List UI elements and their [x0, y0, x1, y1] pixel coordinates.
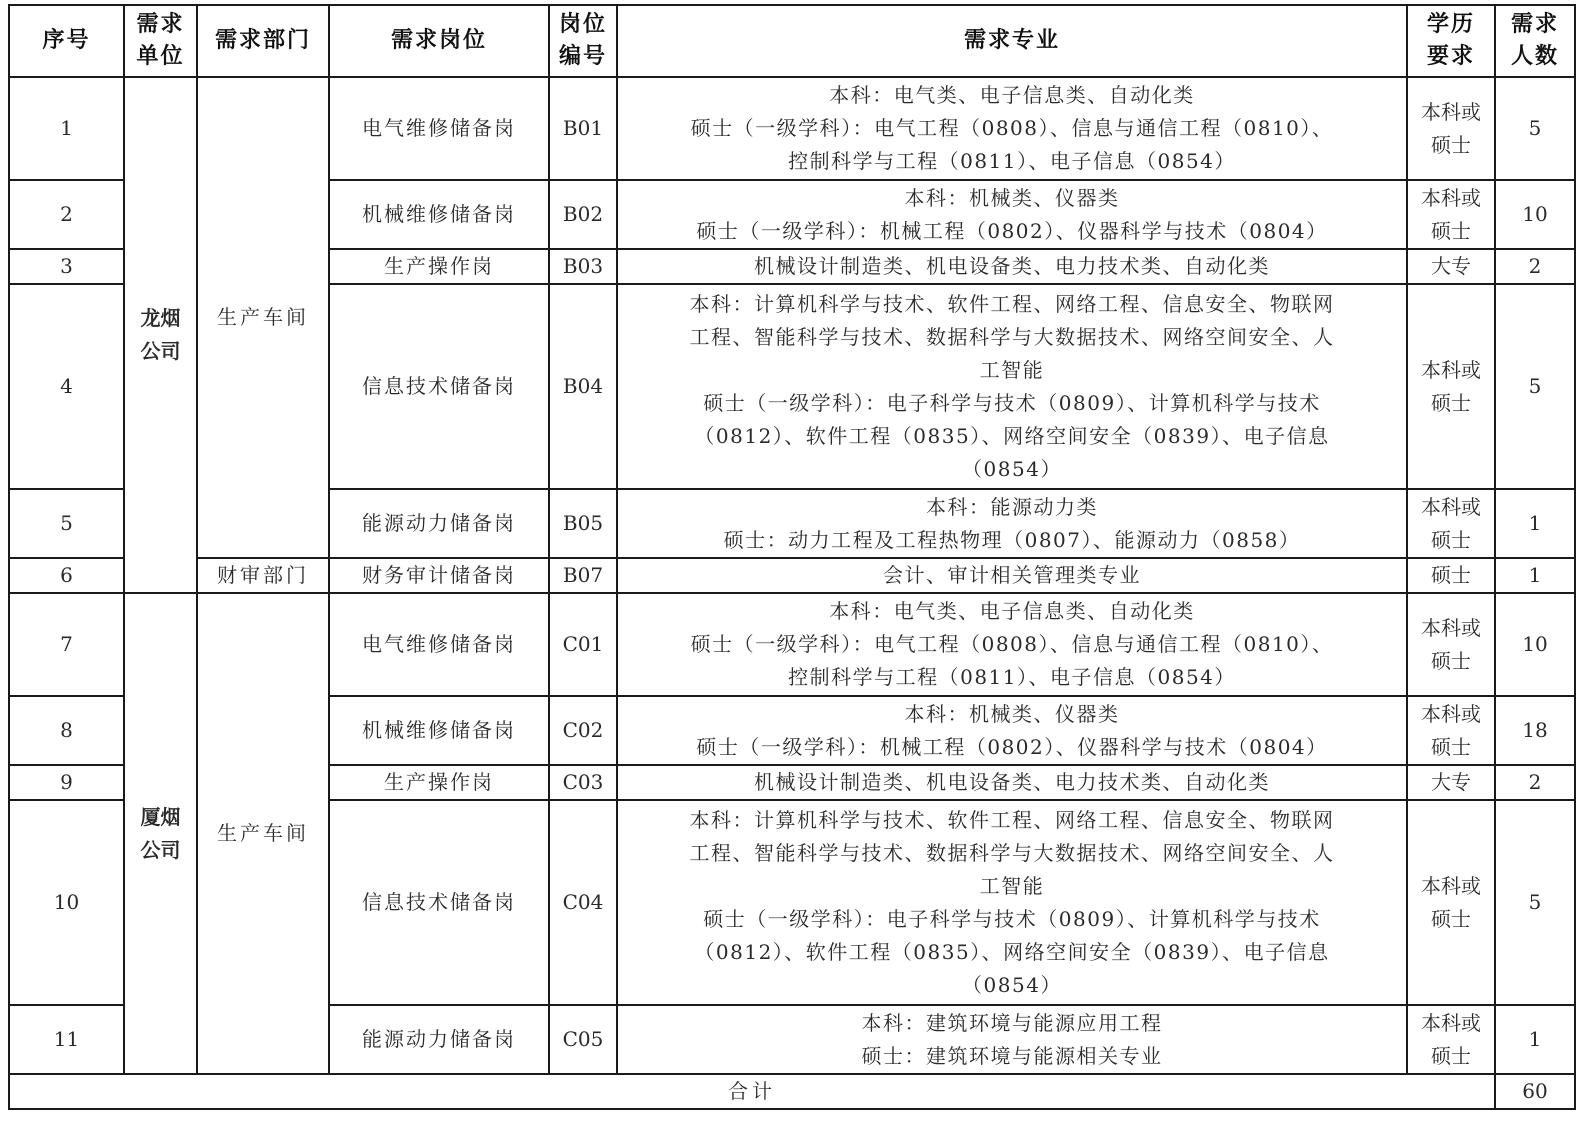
edu-line2: 硕士: [1431, 734, 1471, 759]
edu-line1: 本科或: [1421, 873, 1481, 898]
seq-cell: 3: [9, 249, 124, 284]
edu-line1: 本科或: [1421, 615, 1481, 640]
header-count-line1: 需求: [1510, 12, 1559, 37]
header-unit: [124, 5, 197, 77]
edu-line1: 本科或: [1421, 494, 1481, 519]
edu-cell: [1407, 180, 1495, 249]
edu-cell: [1407, 593, 1495, 696]
major-line: 本科：建筑环境与能源应用工程: [861, 1010, 1163, 1035]
post-cell: 机械维修储备岗: [329, 180, 549, 249]
seq-cell: 2: [9, 180, 124, 249]
edu-cell: 硕士: [1407, 558, 1495, 593]
edu-line2: 硕士: [1431, 1043, 1471, 1068]
header-unit-line2: 单位: [136, 44, 185, 69]
recruitment-table: [8, 4, 1576, 1110]
code-cell: B03: [549, 249, 617, 284]
count-cell: 10: [1495, 180, 1575, 249]
major-line: （0854）: [962, 456, 1062, 481]
major-cell: [617, 800, 1407, 1005]
edu-cell: 大专: [1407, 249, 1495, 284]
major-line: 工智能: [979, 357, 1045, 382]
count-cell: 2: [1495, 249, 1575, 284]
code-cell: B05: [549, 489, 617, 558]
header-post: 需求岗位: [329, 5, 549, 77]
unit-cell-xiayan: [124, 593, 197, 1074]
major-line: 硕士（一级学科）：电子科学与技术（0809）、计算机科学与技术: [703, 906, 1321, 931]
code-cell: C02: [549, 696, 617, 765]
header-edu: [1407, 5, 1495, 77]
unit-line2: 公司: [140, 837, 181, 862]
header-count-line2: 人数: [1510, 44, 1559, 69]
seq-cell: 6: [9, 558, 124, 593]
major-line: 控制科学与工程（0811）、电子信息（0854）: [788, 665, 1236, 689]
edu-cell: [1407, 284, 1495, 489]
major-cell: [617, 1005, 1407, 1074]
post-cell: 电气维修储备岗: [329, 593, 549, 696]
edu-cell: [1407, 1005, 1495, 1074]
code-cell: C03: [549, 765, 617, 800]
major-cell: [617, 765, 1407, 800]
total-count: 60: [1495, 1074, 1575, 1109]
edu-cell: [1407, 77, 1495, 180]
table-row: [9, 593, 1575, 696]
header-code-line1: 岗位: [558, 12, 607, 37]
post-cell: 生产操作岗: [329, 249, 549, 284]
major-line: 工智能: [979, 873, 1045, 898]
count-cell: 5: [1495, 800, 1575, 1005]
major-line: （0854）: [962, 972, 1062, 997]
post-cell: 信息技术储备岗: [329, 800, 549, 1005]
edu-cell: [1407, 489, 1495, 558]
major-line: 控制科学与工程（0811）、电子信息（0854）: [788, 149, 1236, 173]
major-cell: [617, 696, 1407, 765]
major-line: （0812）、软件工程（0835）、网络空间安全（0839）、电子信息: [694, 939, 1330, 964]
header-code-line2: 编号: [558, 44, 607, 69]
major-line: 本科：电气类、电子信息类、自动化类: [829, 83, 1195, 107]
edu-line1: 本科或: [1421, 1010, 1481, 1035]
major-cell: [617, 249, 1407, 284]
code-cell: C05: [549, 1005, 617, 1074]
count-cell: 18: [1495, 696, 1575, 765]
major-line: 本科：能源动力类: [926, 494, 1098, 519]
post-cell: 信息技术储备岗: [329, 284, 549, 489]
major-line: 本科：计算机科学与技术、软件工程、网络工程、信息安全、物联网: [689, 807, 1335, 832]
header-count: [1495, 5, 1575, 77]
unit-line2: 公司: [140, 339, 181, 363]
edu-cell: 大专: [1407, 765, 1495, 800]
count-cell: 1: [1495, 558, 1575, 593]
count-cell: 1: [1495, 489, 1575, 558]
header-edu-line1: 学历: [1426, 12, 1475, 37]
seq-cell: 7: [9, 593, 124, 696]
major-line: 机械设计制造类、机电设备类、电力技术类、自动化类: [754, 254, 1270, 278]
unit-cell-longyan: [124, 77, 197, 593]
count-cell: 1: [1495, 1005, 1575, 1074]
count-cell: 5: [1495, 284, 1575, 489]
count-cell: 5: [1495, 77, 1575, 180]
code-cell: B04: [549, 284, 617, 489]
edu-line2: 硕士: [1431, 648, 1471, 673]
dept-cell-production: 生产车间: [197, 77, 329, 558]
code-cell: B01: [549, 77, 617, 180]
major-cell: [617, 284, 1407, 489]
seq-cell: 5: [9, 489, 124, 558]
seq-cell: 8: [9, 696, 124, 765]
edu-line1: 本科或: [1421, 357, 1481, 382]
edu-line2: 硕士: [1431, 390, 1471, 415]
header-seq: 序号: [9, 5, 124, 77]
major-line: 工程、智能科学与技术、数据科学与大数据技术、网络空间安全、人: [689, 324, 1335, 349]
seq-cell: 9: [9, 765, 124, 800]
edu-line1: 本科或: [1421, 99, 1481, 124]
total-row: [9, 1074, 1575, 1109]
edu-line2: 硕士: [1431, 132, 1471, 157]
table-row: [9, 77, 1575, 180]
header-row: [9, 5, 1575, 77]
major-line: （0812）、软件工程（0835）、网络空间安全（0839）、电子信息: [694, 423, 1330, 448]
edu-line2: 硕士: [1431, 218, 1471, 243]
major-line: 工程、智能科学与技术、数据科学与大数据技术、网络空间安全、人: [689, 840, 1335, 865]
dept-cell-finance: 财审部门: [197, 558, 329, 593]
major-line: 本科：机械类、仪器类: [904, 701, 1120, 726]
count-cell: 10: [1495, 593, 1575, 696]
unit-line1: 龙烟: [140, 306, 181, 330]
seq-cell: 10: [9, 800, 124, 1005]
post-cell: 电气维修储备岗: [329, 77, 549, 180]
seq-cell: 1: [9, 77, 124, 180]
major-cell: [617, 77, 1407, 180]
total-label: 合计: [9, 1074, 1495, 1109]
code-cell: C04: [549, 800, 617, 1005]
header-dept: 需求部门: [197, 5, 329, 77]
post-cell: 能源动力储备岗: [329, 1005, 549, 1074]
seq-cell: 4: [9, 284, 124, 489]
major-line: 机械设计制造类、机电设备类、电力技术类、自动化类: [754, 770, 1270, 794]
edu-line2: 硕士: [1431, 527, 1471, 552]
major-line: 硕士（一级学科）：电气工程（0808）、信息与通信工程（0810）、: [690, 632, 1334, 656]
header-major: 需求专业: [617, 5, 1407, 77]
major-line: 本科：电气类、电子信息类、自动化类: [829, 599, 1195, 623]
major-cell: [617, 489, 1407, 558]
major-line: 硕士：动力工程及工程热物理（0807）、能源动力（0858）: [723, 527, 1301, 552]
major-line: 硕士（一级学科）：电子科学与技术（0809）、计算机科学与技术: [703, 390, 1321, 415]
table-row: [9, 558, 1575, 593]
seq-cell: 11: [9, 1005, 124, 1074]
major-line: 硕士（一级学科）：电气工程（0808）、信息与通信工程（0810）、: [690, 116, 1334, 140]
major-line: 本科：计算机科学与技术、软件工程、网络工程、信息安全、物联网: [689, 291, 1335, 316]
edu-line1: 本科或: [1421, 185, 1481, 210]
post-cell: 财务审计储备岗: [329, 558, 549, 593]
header-unit-line1: 需求: [136, 12, 185, 37]
edu-line2: 硕士: [1431, 906, 1471, 931]
major-line: 会计、审计相关管理类专业: [883, 563, 1141, 587]
edu-cell: [1407, 800, 1495, 1005]
major-cell: [617, 558, 1407, 593]
post-cell: 能源动力储备岗: [329, 489, 549, 558]
post-cell: 机械维修储备岗: [329, 696, 549, 765]
edu-cell: [1407, 696, 1495, 765]
major-line: 硕士：建筑环境与能源相关专业: [861, 1043, 1163, 1068]
post-cell: 生产操作岗: [329, 765, 549, 800]
header-edu-line2: 要求: [1426, 44, 1475, 69]
count-cell: 2: [1495, 765, 1575, 800]
code-cell: B07: [549, 558, 617, 593]
code-cell: B02: [549, 180, 617, 249]
unit-line1: 厦烟: [140, 804, 181, 829]
code-cell: C01: [549, 593, 617, 696]
major-line: 硕士（一级学科）：机械工程（0802）、仪器科学与技术（0804）: [696, 734, 1328, 759]
dept-cell-production: 生产车间: [197, 593, 329, 1074]
major-line: 本科：机械类、仪器类: [904, 185, 1120, 210]
major-cell: [617, 180, 1407, 249]
major-line: 硕士（一级学科）：机械工程（0802）、仪器科学与技术（0804）: [696, 218, 1328, 243]
major-cell: [617, 593, 1407, 696]
header-code: [549, 5, 617, 77]
edu-line1: 本科或: [1421, 701, 1481, 726]
